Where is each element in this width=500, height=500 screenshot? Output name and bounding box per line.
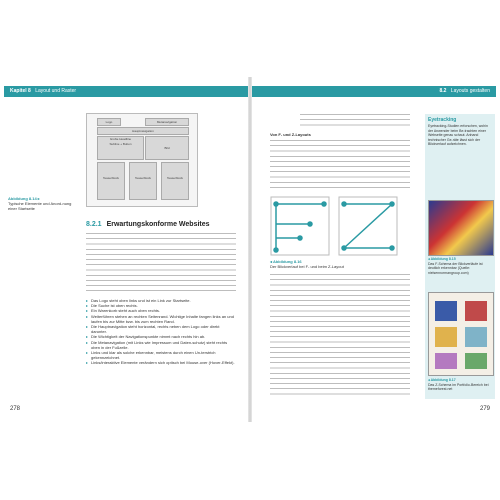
- heatmap-screenshot: [428, 200, 494, 256]
- teaser-block-1: Teaserblock: [97, 162, 125, 200]
- right-body-text: [270, 272, 410, 397]
- convention-list: [86, 298, 236, 366]
- portfolio-screenshot: [428, 292, 494, 376]
- startpage-layout-figure: [86, 113, 198, 207]
- figure-caption-8-15: ◂ Abbildung 8.15 Das F-Schema der Blickverläufe ist deutlich erkennbar (Quelle: nielsennormangroup.com): [428, 257, 483, 275]
- headline-block: Große Headline Subline + Button: [97, 136, 144, 160]
- list-item: ▸ Weiterführen stehen an rechten Seitenrand. Wichtige Inhalte fangen links an und laufen bis zur Mitte bzw. bis zum rechten Rand.: [86, 313, 234, 324]
- list-item: ▸ Ein Warenkorb steht auch oben rechts.: [86, 308, 161, 314]
- chapter-title: Layout und Raster: [35, 88, 77, 94]
- subhead: Von F- und Z-Layouts: [270, 132, 311, 137]
- section-heading: 8.2.1 Erwartungskonforme Websites: [86, 221, 210, 228]
- chapter-number: Kapitel 8: [10, 88, 31, 94]
- f-z-text-block: [270, 138, 410, 190]
- eyetracking-text: Eyetracking-Studien erforschen, wohin der Anwender beim Be-trachten einer Webseite genau schaut. Anhand technischer Ge-räte lässt sich der Blickverlauf aufzeichnen.: [428, 124, 488, 146]
- left-page-header: [4, 86, 248, 97]
- image-block: Bild: [145, 136, 189, 160]
- figure-caption-8-14: Abbildung 8.14 ▸ Typische Elemente und Anord-nung einer Startseite: [8, 196, 72, 211]
- body-text-block: [86, 231, 236, 293]
- page-number-right: 279: [480, 406, 491, 412]
- section-title: Layouts gestalten: [450, 88, 490, 94]
- section-number: 8.2: [439, 88, 447, 94]
- list-item: ▸ Links und klar als solche erkennbar, meistens durch einen Un-terstrich gekennzeichnet.: [86, 350, 216, 361]
- mainnav-block: Hauptnavigation: [97, 127, 189, 135]
- f-layout-diagram: [270, 196, 330, 256]
- list-item: ▸ Die Hauptnavigation steht horizontal, rechts neben dem Logo oder direkt darunter.: [86, 324, 220, 335]
- list-item: ▸ Links/interaktive Elemente verändern sich optisch bei Mouse-over (Hover-Effekt).: [86, 360, 235, 366]
- intro-text-block: [300, 112, 410, 128]
- figure-caption-8-17: ◂ Abbildung 8.17 Das Z-Schema im Portfolio-Bereich bei themeforest.net: [428, 378, 489, 391]
- book-gutter: [248, 77, 252, 422]
- eyetracking-title: Eyetracking: [428, 117, 457, 123]
- teaser-block-3: Teaserblock: [161, 162, 189, 200]
- list-item: ▸ Das Logo steht oben links und ist ein Link zur Startseite.: [86, 298, 191, 303]
- z-layout-diagram: [338, 196, 398, 256]
- figure-caption-8-16: ◂ Abbildung 8.16 Der Blickverlauf bei F- und beim Z-Layout: [270, 259, 344, 269]
- list-item: ▸ Die Suche ist oben rechts.: [86, 303, 138, 309]
- logo-block: Logo: [97, 118, 121, 126]
- teaser-block-2: Teaserblock: [129, 162, 157, 200]
- list-item: ▸ Die Wichtigkeit der Navigationspunkte nimmt nach rechts hin ab.: [86, 334, 206, 340]
- page-number-left: 278: [10, 406, 21, 412]
- metanav-block: Metanavigation: [145, 118, 189, 126]
- list-item: ▸ Die Metanavigation (mit Links wie Impressum und Daten-schutz) steht rechts oben in der Fußzeile.: [86, 339, 228, 350]
- right-page-header: [252, 86, 496, 97]
